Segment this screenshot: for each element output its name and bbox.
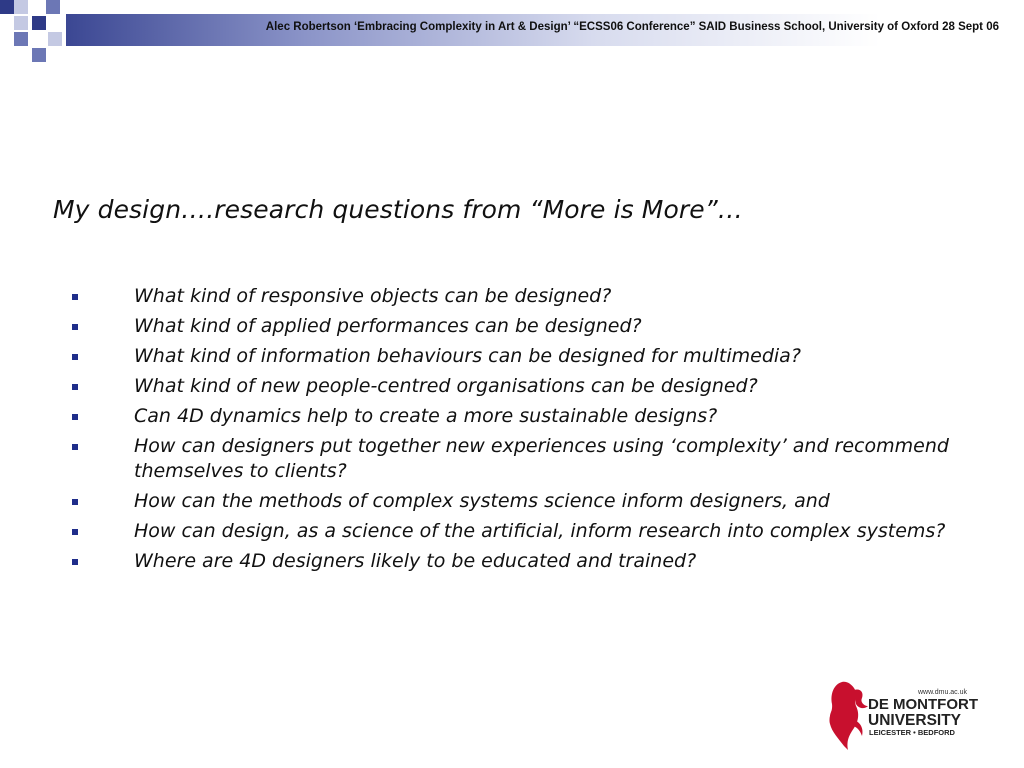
bullet-item xyxy=(70,434,950,484)
deco-square xyxy=(32,16,46,30)
deco-square xyxy=(48,32,62,46)
bullet-text: What kind of new people-centred organisations can be designed? xyxy=(134,375,758,397)
bullet-marker xyxy=(72,384,78,390)
bullet-marker xyxy=(72,324,78,330)
deco-square xyxy=(14,0,28,14)
logo-line3: LEICESTER • BEDFORD xyxy=(869,728,955,737)
bullet-text: What kind of responsive objects can be designed? xyxy=(134,285,612,307)
bullet-text: How can design, as a science of the artificial, inform research into complex systems? xyxy=(134,520,946,542)
bullet-list xyxy=(70,284,950,579)
bullet-item xyxy=(70,549,950,574)
bullet-marker xyxy=(72,529,78,535)
bullet-marker xyxy=(72,354,78,360)
deco-square xyxy=(0,0,14,14)
de-montfort-university-logo xyxy=(824,676,984,752)
bullet-item xyxy=(70,489,950,514)
bullet-marker xyxy=(72,444,78,450)
bullet-marker xyxy=(72,499,78,505)
logo-line1: DE MONTFORT xyxy=(868,696,978,713)
deco-square xyxy=(32,48,46,62)
bullet-item xyxy=(70,519,950,544)
bullet-marker xyxy=(72,559,78,565)
bullet-item xyxy=(70,344,950,369)
bullet-text: What kind of applied performances can be designed? xyxy=(134,315,642,337)
bullet-item xyxy=(70,404,950,429)
bullet-text: Where are 4D designers likely to be educated and trained? xyxy=(134,550,697,572)
logo-emblem-icon xyxy=(830,682,868,750)
bullet-text: How can designers put together new experiences using ‘complexity’ and recommend themselves to clients? xyxy=(134,435,949,482)
deco-square xyxy=(14,16,28,30)
deco-square xyxy=(14,32,28,46)
slide-title: My design….research questions from “More is More”… xyxy=(53,195,743,224)
bullet-item xyxy=(70,374,950,399)
bullet-marker xyxy=(72,294,78,300)
bullet-text: How can the methods of complex systems science inform designers, and xyxy=(134,490,830,512)
bullet-item xyxy=(70,314,950,339)
logo-line2: UNIVERSITY xyxy=(868,712,962,729)
bullet-text: Can 4D dynamics help to create a more sustainable designs? xyxy=(134,405,718,427)
bullet-text: What kind of information behaviours can be designed for multimedia? xyxy=(134,345,801,367)
bullet-marker xyxy=(72,414,78,420)
logo-url: www.dmu.ac.uk xyxy=(918,689,968,696)
deco-square xyxy=(46,0,60,14)
bullet-item xyxy=(70,284,950,309)
header-text: Alec Robertson ‘Embracing Complexity in Art & Design’ “ECSS06 Conference” SAID Business School, University of Oxford 28 Sept 06 xyxy=(265,21,999,33)
